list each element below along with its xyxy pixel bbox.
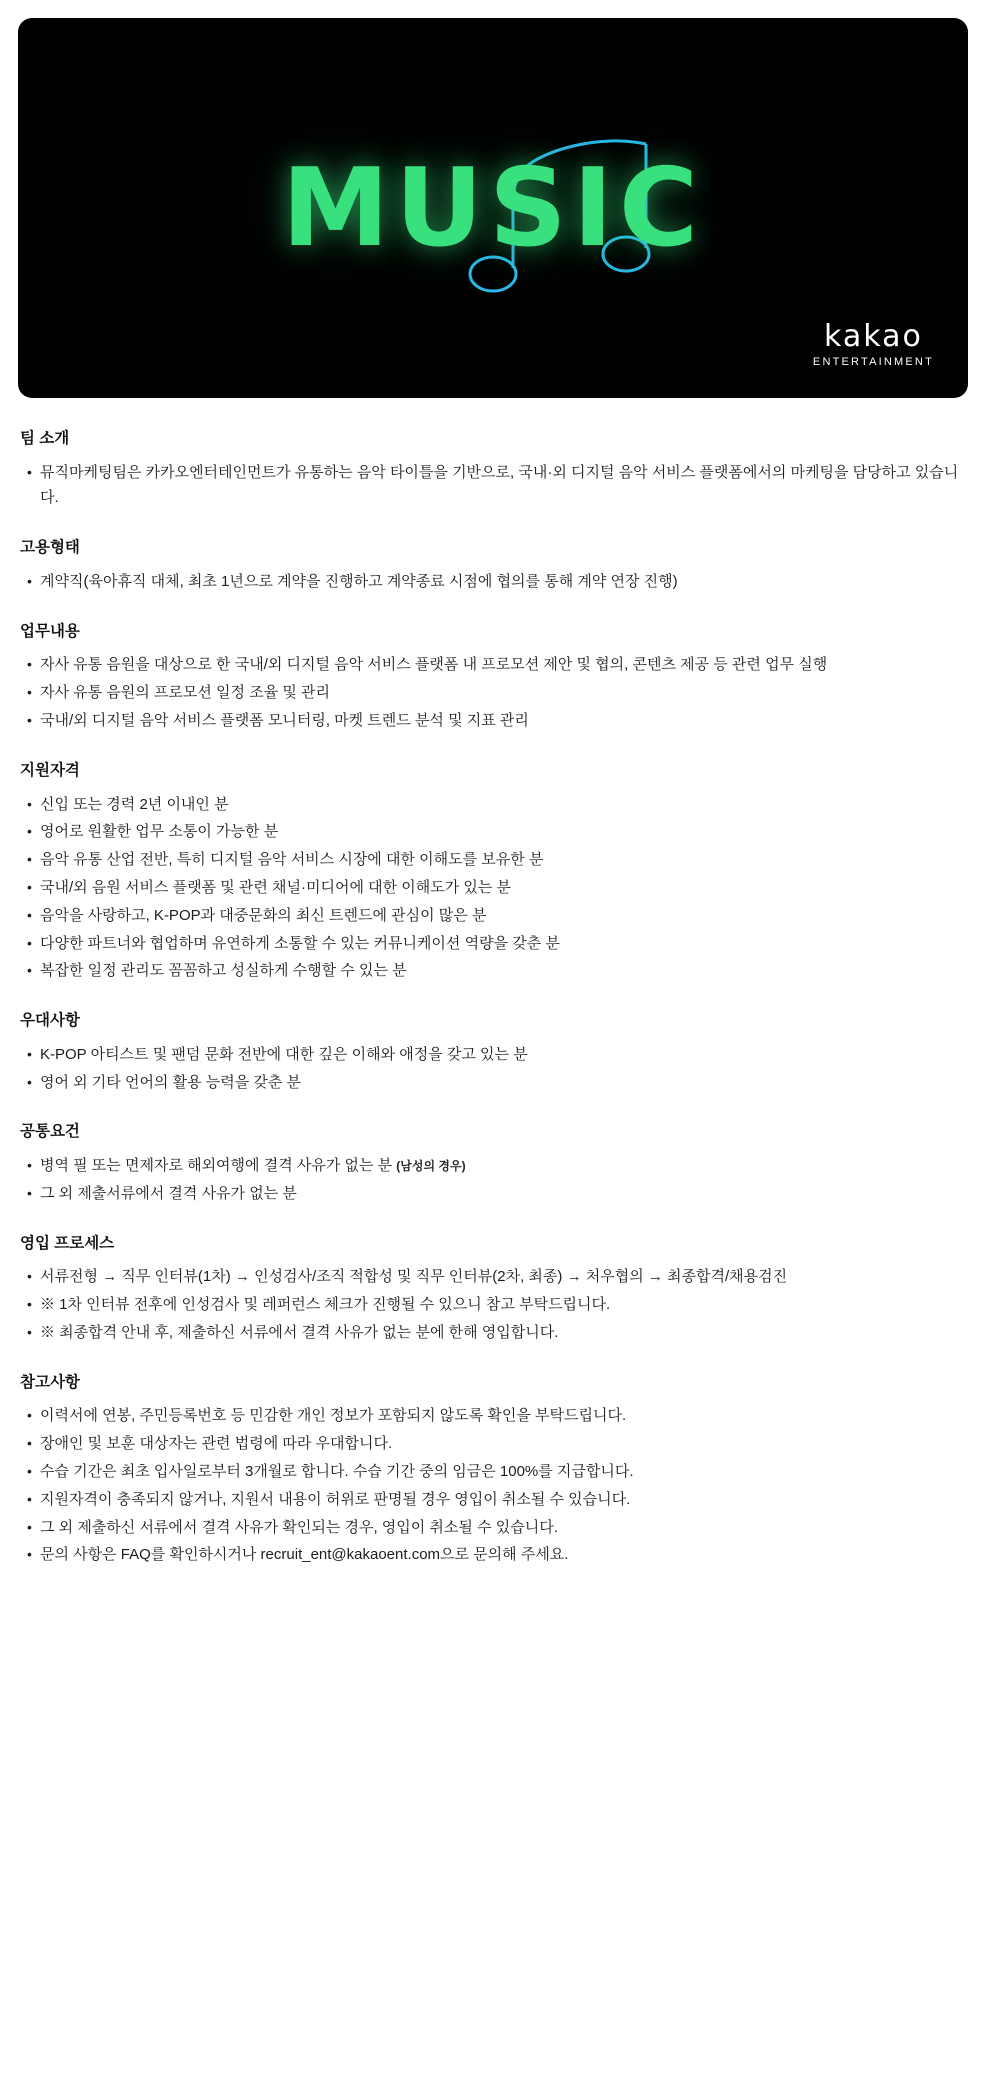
job-posting-page — [0, 18, 986, 2074]
section-team-intro — [20, 428, 966, 511]
list-item: • 그 외 제출서류에서 결격 사유가 없는 분 — [20, 1181, 966, 1207]
section-common-requirements — [20, 1121, 966, 1206]
section-qualifications — [20, 760, 966, 984]
section-preferred — [20, 1010, 966, 1095]
brand-subtitle: ENTERTAINMENT — [812, 356, 934, 368]
section-list — [20, 792, 966, 985]
list-item: • 그 외 제출하신 서류에서 결격 사유가 확인되는 경우, 영입이 취소될 수 있습니다. — [20, 1515, 966, 1541]
list-item-text: 병역 필 또는 면제자로 해외여행에 결격 사유가 없는 분 — [40, 1157, 393, 1175]
section-title: 고용형태 — [20, 539, 80, 557]
section-responsibilities — [20, 621, 966, 734]
list-item: • 지원자격이 충족되지 않거나, 지원서 내용이 허위로 판명될 경우 영입이 취소될 수 있습니다. — [20, 1487, 966, 1513]
inline-note: (남성의 경우) — [396, 1159, 466, 1174]
list-item: • 수습 기간은 최초 입사일로부터 3개월로 합니다. 수습 기간 중의 임금은 100%를 지급합니다. — [20, 1459, 966, 1485]
section-title: 참고사항 — [20, 1373, 80, 1391]
section-title: 업무내용 — [20, 622, 80, 640]
list-item: • 복잡한 일정 관리도 꼼꼼하고 성실하게 수행할 수 있는 분 — [20, 958, 966, 984]
list-note: • ※ 최종합격 안내 후, 제출하신 서류에서 결격 사유가 없는 분에 한해 영입합니다. — [20, 1320, 966, 1346]
list-item: • 영어로 원활한 업무 소통이 가능한 분 — [20, 819, 966, 845]
section-title: 영입 프로세스 — [20, 1234, 115, 1252]
section-hiring-process — [20, 1233, 966, 1346]
section-title: 지원자격 — [20, 761, 80, 779]
list-item: • 자사 유통 음원을 대상으로 한 국내/외 디지털 음악 서비스 플랫폼 내 프로모션 제안 및 협의, 콘텐츠 제공 등 관련 업무 실행 — [20, 652, 966, 678]
section-title: 공통요건 — [20, 1123, 80, 1141]
brand-name: kakao — [824, 318, 923, 354]
section-notes — [20, 1372, 966, 1568]
list-item: • 계약직(육아휴직 대체, 최초 1년으로 계약을 진행하고 계약종료 시점에 협의를 통해 계약 연장 진행) — [20, 569, 966, 595]
list-item: • 자사 유통 음원의 프로모션 일정 조율 및 관리 — [20, 680, 966, 706]
list-item: • 영어 외 기타 언어의 활용 능력을 갖춘 분 — [20, 1070, 966, 1096]
section-title: 팀 소개 — [20, 430, 70, 447]
list-item: • 이력서에 연봉, 주민등록번호 등 민감한 개인 정보가 포함되지 않도록 확인을 부탁드립니다. — [20, 1403, 966, 1429]
list-item: • 국내/외 음원 서비스 플랫폼 및 관련 채널·미디어에 대한 이해도가 있는 분 — [20, 875, 966, 901]
section-title: 우대사항 — [20, 1012, 80, 1030]
brand-logo — [812, 318, 934, 369]
list-note: • ※ 1차 인터뷰 전후에 인성검사 및 레퍼런스 체크가 진행될 수 있으니 참고 부탁드립니다. — [20, 1292, 966, 1318]
list-item — [20, 1153, 966, 1179]
list-item: • 다양한 파트너와 협업하며 유연하게 소통할 수 있는 커뮤니케이션 역량을 갖춘 분 — [20, 931, 966, 957]
section-list — [20, 1403, 966, 1568]
list-item: • 음악 유통 산업 전반, 특히 디지털 음악 서비스 시장에 대한 이해도를 보유한 분 — [20, 847, 966, 873]
list-item: • 신입 또는 경력 2년 이내인 분 — [20, 792, 966, 818]
section-list — [20, 460, 966, 512]
list-item: • 서류전형 → 직무 인터뷰(1차) → 인성검사/조직 적합성 및 직무 인터뷰(2차, 최종) → 처우협의 → 최종합격/채용검진 — [20, 1264, 966, 1290]
section-list — [20, 1264, 966, 1345]
list-item: • 뮤직마케팅팀은 카카오엔터테인먼트가 유통하는 음악 타이틀을 기반으로, 국내·외 디지털 음악 서비스 플랫폼에서의 마케팅을 담당하고 있습니다. — [20, 460, 966, 512]
section-list — [20, 1042, 966, 1096]
list-item: • 음악을 사랑하고, K-POP과 대중문화의 최신 트렌드에 관심이 많은 분 — [20, 903, 966, 929]
hero-title: MUSIC — [281, 146, 705, 271]
list-item-contact[interactable]: • 문의 사항은 FAQ를 확인하시거나 recruit_ent@kakaoent.com으로 문의해 주세요. — [20, 1542, 966, 1568]
list-item: • 장애인 및 보훈 대상자는 관련 법령에 따라 우대합니다. — [20, 1431, 966, 1457]
section-employment-type — [20, 537, 966, 594]
section-list — [20, 1153, 966, 1207]
section-list — [20, 652, 966, 733]
job-description-body — [0, 398, 986, 1610]
hero-banner — [18, 18, 968, 398]
list-item: • 국내/외 디지털 음악 서비스 플랫폼 모니터링, 마켓 트렌드 분석 및 지표 관리 — [20, 708, 966, 734]
section-list — [20, 569, 966, 595]
list-item: • K-POP 아티스트 및 팬덤 문화 전반에 대한 깊은 이해와 애정을 갖고 있는 분 — [20, 1042, 966, 1068]
